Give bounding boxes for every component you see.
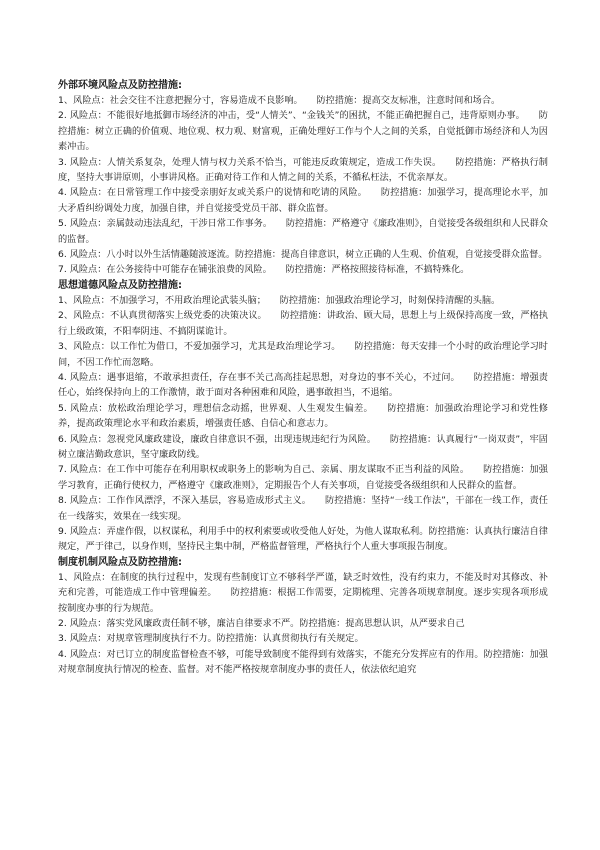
list-item: 4. 风险点：遇事退缩，不敢承担责任，存在事不关己高高挂起思想，对身边的事不关心，不过问。 防控措施：增强责任心，始终保持向上的工作激情，敢于面对各种困难和风险，遇事敢担当，不退缩。 (58, 371, 548, 399)
list-item: 5. 风险点：亲属鼓动违法乱纪，干涉日常工作事务。 防控措施：严格遵守《廉政准则》，自觉接受各级组织和人民群众的监督。 (58, 218, 548, 245)
list-item: 3. 风险点：人情关系复杂，处理人情与权力关系不恰当，可能违反政策规定，造成工作失误。 防控措施：严格执行制度，坚持大事讲原则，小事讲风格。正确对待工作和人情之间的关系，不循私枉法，不优亲厚友。 (58, 156, 548, 184)
list-item: 2、风险点：不认真贯彻落实上级党委的决策决议。 防控措施：讲政治、顾大局，思想上与上级保持高度一致，严格执行上级政策，不阳奉阴违、不搞阴谋诡计。 (58, 310, 548, 337)
list-item: 9. 风险点：弄虚作假，以权谋私，利用手中的权利索要或收受他人好处，为他人谋取私利。防控措施：认真执行廉洁自律规定，严于律己，以身作则，坚持民主集中制，严格监督管理，严格执行个人重大事项报告制度。 (58, 525, 548, 553)
list-item: 6. 风险点：八小时以外生活情趣随波逐流。防控措施：提高自律意识，树立正确的人生观、价值观，自觉接受群众监督。 (58, 249, 548, 261)
list-item: 5. 风险点：放松政治理论学习，理想信念动摇，世界观、人生观发生偏差。 防控措施：加强政治理论学习和党性修养，提高政策理论水平和政治素质，增强责任感、自信心和意志力。 (58, 402, 548, 430)
list-item: 6. 风险点：忽视党风廉政建设，廉政自律意识不强，出现违规违纪行为风险。 防控措施：认真履行“一岗双责”，牢固树立廉洁勤政意识，坚守廉政防线。 (58, 433, 548, 460)
section-title-external: 外部环境风险点及防控措施: (58, 80, 182, 91)
list-item: 4. 风险点：在日常管理工作中接受亲朋好友或关系户的说情和吃请的风险。 防控措施：加强学习，提高理论水平，加大矛盾纠纷调处力度，加强自律，并自觉接受党员干部、群众监督。 (58, 187, 548, 214)
list-item: 2. 风险点：不能很好地抵御市场经济的冲击，受“人情关”、“金钱关”的困扰，不能正确把握自己，违背原则办事。 防控措施：树立正确的价值观、地位观、权力观、财富观，正确处理好工作与个人之间的关系，自觉抵御市场经济和人为因素冲击。 (58, 110, 548, 153)
list-item: 8. 风险点：工作作风漂浮，不深入基层，容易造成形式主义。 防控措施：坚持“一线工作法”，干部在一线工作，责任在一线落实，效果在一线实现。 (58, 495, 548, 522)
list-item: 1、风险点：社会交往不注意把握分寸，容易造成不良影响。 防控措施：提高交友标准，注意时间和场合。 (58, 95, 501, 106)
list-item: 7. 风险点：在公务接待中可能存在铺张浪费的风险。 防控措施：严格按照接待标准，不搞特殊化。 (58, 264, 470, 276)
list-item: 7. 风险点：在工作中可能存在利用职权或职务上的影响为自己、亲属、朋友谋取不正当利益的风险。 防控措施：加强学习教育，正确行使权力，严格遵守《廉政准则》，定期报告个人有关事项，自觉接受各级组织和人民群众的监督。 (58, 464, 548, 491)
section-title-institutional: 制度机制风险点及防控措施: (58, 556, 182, 568)
list-item: 3、风险点：以工作忙为借口，不爱加强学习，尤其是政治理论学习。 防控措施：每天安排一个小时的政治理论学习时间，不因工作忙而忽略。 (58, 341, 548, 368)
list-item: 4. 风险点：对已订立的制度监督检查不够，可能导致制度不能得到有效落实，不能充分发挥应有的作用。防控措施：加强对规章制度执行情况的检查、监督。对不能严格按规章制度办事的责任人，依法依纪追究 (58, 648, 548, 676)
list-item: 3. 风险点：对规章管理制度执行不力。防控措施：认真贯彻执行有关规定。 (58, 633, 364, 645)
list-item: 2. 风险点：落实党风廉政责任制不够，廉洁自律要求不严。防控措施：提高思想认识，从严要求自己 (58, 618, 465, 629)
document-page (58, 78, 548, 678)
section-title-ideology: 思想道德风险点及防控措施: (58, 279, 182, 291)
list-item: 1、风险点：不加强学习，不用政治理论武装头脑； 防控措施：加强政治理论学习，时刻保持清醒的头脑。 (58, 294, 501, 306)
list-item: 1、风险点：在制度的执行过程中，发现有些制度订立不够科学严谨，缺乏时效性，没有约束力，不能及时对其修改、补充和完善，可能造成工作中管理偏差。 防控措施：根据工作需要，定期梳理、完善各项规章制度。逐步实现各项形成按制度办事的行为规范。 (58, 571, 548, 614)
